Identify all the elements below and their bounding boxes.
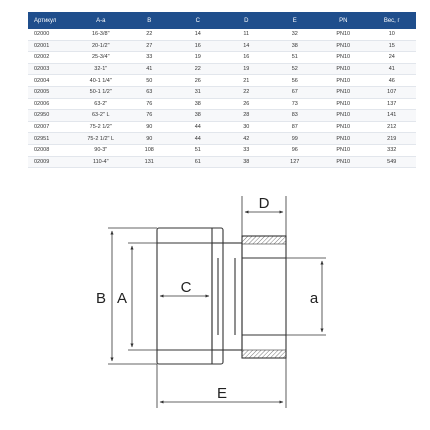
column-header: Вес, г xyxy=(368,12,417,29)
table-cell: PN10 xyxy=(319,121,368,133)
table-cell: 99 xyxy=(271,133,320,145)
table-body xyxy=(28,29,416,168)
table-cell: PN10 xyxy=(319,29,368,40)
table-cell: 63 xyxy=(125,86,174,98)
table-cell: 33 xyxy=(125,52,174,64)
table-cell: 22 xyxy=(222,86,271,98)
table-cell: PN10 xyxy=(319,63,368,75)
column-header: Артикул xyxy=(28,12,77,29)
table-row xyxy=(28,110,416,122)
table-cell: 50-1 1/2" xyxy=(77,86,126,98)
thread-outline xyxy=(242,236,286,358)
table-cell: 26 xyxy=(222,98,271,110)
column-header: E xyxy=(271,12,320,29)
table-cell: 44 xyxy=(174,133,223,145)
table-cell: 16 xyxy=(222,52,271,64)
column-header: B xyxy=(125,12,174,29)
table-cell: 63-2" L xyxy=(77,110,126,122)
table-cell: 44 xyxy=(174,121,223,133)
fitting-technical-drawing xyxy=(0,190,430,430)
table-cell: 127 xyxy=(271,156,320,168)
table-cell: 212 xyxy=(368,121,417,133)
table-cell: 61 xyxy=(174,156,223,168)
table-cell: PN10 xyxy=(319,144,368,156)
label-a-upper: A xyxy=(116,290,128,307)
table-cell: 28 xyxy=(222,110,271,122)
table-cell: 26 xyxy=(174,75,223,87)
table-cell: 219 xyxy=(368,133,417,145)
table-cell: 38 xyxy=(174,98,223,110)
table-cell: 31 xyxy=(174,86,223,98)
column-header: C xyxy=(174,12,223,29)
table-cell: 90 xyxy=(125,121,174,133)
table-cell: 10 xyxy=(368,29,417,40)
table-cell: 02008 xyxy=(28,144,77,156)
table-cell: 75-2 1/2" L xyxy=(77,133,126,145)
table-row xyxy=(28,63,416,75)
label-e: E xyxy=(216,385,228,402)
table-cell: 30 xyxy=(222,121,271,133)
table-row xyxy=(28,156,416,168)
table-cell: 22 xyxy=(125,29,174,40)
table-cell: 90 xyxy=(125,133,174,145)
table-cell: 24 xyxy=(368,52,417,64)
table-cell: 02001 xyxy=(28,40,77,52)
table-cell: 21 xyxy=(222,75,271,87)
table-cell: 41 xyxy=(125,63,174,75)
table-row xyxy=(28,40,416,52)
table-cell: 87 xyxy=(271,121,320,133)
table-cell: 02006 xyxy=(28,98,77,110)
table-cell: 02007 xyxy=(28,121,77,133)
table-row xyxy=(28,98,416,110)
table-row xyxy=(28,86,416,98)
table-cell: 02003 xyxy=(28,63,77,75)
table-cell: 75-2 1/2" xyxy=(77,121,126,133)
table-cell: 25-3/4" xyxy=(77,52,126,64)
table-cell: 137 xyxy=(368,98,417,110)
table-cell: PN10 xyxy=(319,156,368,168)
table-cell: PN10 xyxy=(319,52,368,64)
collar-outline xyxy=(212,243,242,350)
table-cell: 11 xyxy=(222,29,271,40)
table-cell: 32-1" xyxy=(77,63,126,75)
table-cell: 32 xyxy=(271,29,320,40)
table-cell: 67 xyxy=(271,86,320,98)
label-a-lower: a xyxy=(309,290,319,307)
table-cell: 51 xyxy=(271,52,320,64)
table-cell: PN10 xyxy=(319,110,368,122)
table-row xyxy=(28,144,416,156)
table-cell: 02951 xyxy=(28,133,77,145)
table-row xyxy=(28,133,416,145)
table-cell: 73 xyxy=(271,98,320,110)
table-cell: 52 xyxy=(271,63,320,75)
column-header: PN xyxy=(319,12,368,29)
column-header: D xyxy=(222,12,271,29)
table-cell: 16-3/8" xyxy=(77,29,126,40)
table-cell: 51 xyxy=(174,144,223,156)
dimension-labels xyxy=(96,195,319,402)
table-cell: 02005 xyxy=(28,86,77,98)
label-b: B xyxy=(95,290,107,307)
table-cell: 14 xyxy=(222,40,271,52)
table-cell: 38 xyxy=(174,110,223,122)
label-c: C xyxy=(180,279,192,296)
table-cell: 16 xyxy=(174,40,223,52)
table-cell: 02002 xyxy=(28,52,77,64)
table-cell: 76 xyxy=(125,110,174,122)
table-cell: 141 xyxy=(368,110,417,122)
table-cell: 33 xyxy=(222,144,271,156)
table-row xyxy=(28,52,416,64)
table-cell: 22 xyxy=(174,63,223,75)
thread-hatch-bottom xyxy=(242,350,286,358)
table-cell: PN10 xyxy=(319,133,368,145)
table-cell: 20-1/2" xyxy=(77,40,126,52)
table-cell: 27 xyxy=(125,40,174,52)
table-cell: 41 xyxy=(368,63,417,75)
table-cell: 19 xyxy=(174,52,223,64)
table-cell: 90-3" xyxy=(77,144,126,156)
table-row xyxy=(28,29,416,40)
table-cell: 14 xyxy=(174,29,223,40)
table-cell: 15 xyxy=(368,40,417,52)
table-row xyxy=(28,121,416,133)
table-cell: PN10 xyxy=(319,86,368,98)
label-d: D xyxy=(258,195,270,212)
table-cell: 38 xyxy=(271,40,320,52)
table-cell: 02000 xyxy=(28,29,77,40)
table-row xyxy=(28,75,416,87)
table-cell: 02004 xyxy=(28,75,77,87)
table-header-row xyxy=(28,12,416,29)
table-cell: 332 xyxy=(368,144,417,156)
table-cell: 83 xyxy=(271,110,320,122)
table-cell: 549 xyxy=(368,156,417,168)
table-cell: 02950 xyxy=(28,110,77,122)
table-cell: 96 xyxy=(271,144,320,156)
table-cell: 46 xyxy=(368,75,417,87)
spec-table xyxy=(28,12,416,168)
table-cell: 42 xyxy=(222,133,271,145)
table-cell: 02009 xyxy=(28,156,77,168)
table-cell: 40-1 1/4" xyxy=(77,75,126,87)
table-cell: 50 xyxy=(125,75,174,87)
table-cell: 19 xyxy=(222,63,271,75)
table-cell: 131 xyxy=(125,156,174,168)
column-header: A-a xyxy=(77,12,126,29)
table-cell: 63-2" xyxy=(77,98,126,110)
thread-hatch-top xyxy=(242,236,286,244)
table-cell: 76 xyxy=(125,98,174,110)
table-cell: 107 xyxy=(368,86,417,98)
table-cell: 108 xyxy=(125,144,174,156)
table-cell: PN10 xyxy=(319,98,368,110)
table-cell: PN10 xyxy=(319,40,368,52)
table-cell: 110-4" xyxy=(77,156,126,168)
table-cell: 38 xyxy=(222,156,271,168)
table-cell: 56 xyxy=(271,75,320,87)
table-cell: PN10 xyxy=(319,75,368,87)
